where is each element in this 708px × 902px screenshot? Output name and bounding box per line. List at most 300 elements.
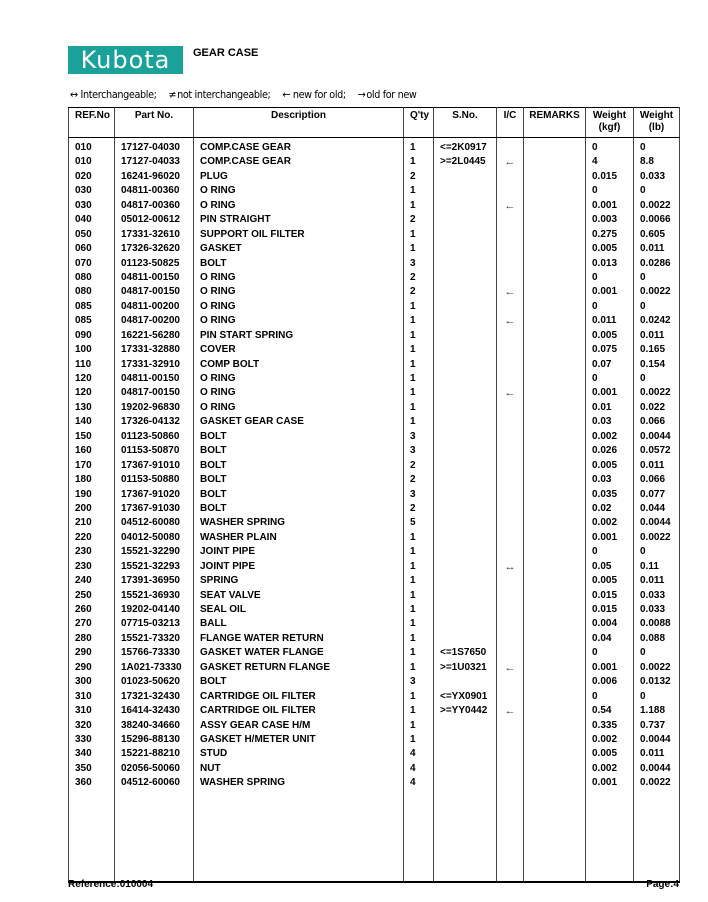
ic-cell: [497, 776, 524, 790]
part-no-cell: 07715-03213: [115, 617, 194, 631]
description-cell: PIN STRAIGHT: [194, 213, 404, 227]
qty-cell: 1: [404, 314, 434, 328]
qty-cell: 1: [404, 531, 434, 545]
table-row: [69, 747, 680, 761]
ic-cell: [497, 138, 524, 156]
qty-cell: 1: [404, 372, 434, 386]
part-no-cell: 04012-50080: [115, 531, 194, 545]
weight-kgf-cell: 0: [586, 646, 634, 660]
ic-cell: [497, 271, 524, 285]
weight-lb-cell: 0: [634, 372, 680, 386]
ref-no-cell: 310: [69, 704, 115, 718]
weight-lb-cell: 0.0286: [634, 257, 680, 271]
table-row: [69, 271, 680, 285]
ic-cell: [497, 372, 524, 386]
description-cell: BOLT: [194, 488, 404, 502]
description-cell: WASHER SPRING: [194, 776, 404, 790]
serial-no-cell: [434, 617, 497, 631]
qty-cell: 1: [404, 545, 434, 559]
weight-kgf-cell: 0.03: [586, 415, 634, 429]
part-no-cell: 15766-73330: [115, 646, 194, 660]
remarks-cell: [524, 531, 586, 545]
ref-no-cell: 320: [69, 719, 115, 733]
weight-kgf-cell: 0.005: [586, 242, 634, 256]
empty-cell: [524, 791, 586, 882]
weight-lb-cell: 0.044: [634, 502, 680, 516]
qty-cell: 4: [404, 762, 434, 776]
ref-no-cell: 160: [69, 444, 115, 458]
table-row: [69, 617, 680, 631]
serial-no-cell: [434, 343, 497, 357]
part-no-cell: 01123-50860: [115, 430, 194, 444]
serial-no-cell: [434, 386, 497, 400]
part-no-cell: 04817-00360: [115, 199, 194, 213]
remarks-cell: [524, 690, 586, 704]
remarks-cell: [524, 574, 586, 588]
qty-cell: 1: [404, 704, 434, 718]
remarks-cell: [524, 589, 586, 603]
table-row: [69, 646, 680, 660]
ref-no-cell: 330: [69, 733, 115, 747]
weight-kgf-cell: 0.006: [586, 675, 634, 689]
ic-cell: [497, 632, 524, 646]
weight-kgf-cell: 0: [586, 138, 634, 156]
part-no-cell: 15221-88210: [115, 747, 194, 761]
remarks-cell: [524, 329, 586, 343]
serial-no-cell: [434, 473, 497, 487]
weight-kgf-cell: 0.075: [586, 343, 634, 357]
part-no-cell: 15521-32290: [115, 545, 194, 559]
ic-cell: ←: [497, 386, 524, 400]
qty-cell: 1: [404, 199, 434, 213]
description-cell: JOINT PIPE: [194, 545, 404, 559]
left-arrow-icon: ←: [282, 89, 291, 101]
qty-cell: 1: [404, 358, 434, 372]
weight-kgf-cell: 0.002: [586, 430, 634, 444]
weight-kgf-cell: 0.015: [586, 170, 634, 184]
part-no-cell: 17331-32910: [115, 358, 194, 372]
ref-no-cell: 270: [69, 617, 115, 631]
table-row: [69, 545, 680, 559]
remarks-cell: [524, 733, 586, 747]
ref-no-cell: 350: [69, 762, 115, 776]
remarks-cell: [524, 719, 586, 733]
weight-lb-cell: 0: [634, 300, 680, 314]
legend-new-for-old: ← new for old;: [282, 89, 346, 101]
ic-cell: [497, 617, 524, 631]
description-cell: ASSY GEAR CASE H/M: [194, 719, 404, 733]
ic-cell: [497, 603, 524, 617]
weight-lb-cell: 0.011: [634, 329, 680, 343]
weight-lb-cell: 0.0242: [634, 314, 680, 328]
remarks-cell: [524, 386, 586, 400]
ic-cell: [497, 459, 524, 473]
part-no-cell: 15521-32293: [115, 560, 194, 574]
table-row: [69, 762, 680, 776]
part-no-cell: 04811-00360: [115, 184, 194, 198]
table-row: [69, 184, 680, 198]
table-row: [69, 531, 680, 545]
table-row: [69, 516, 680, 530]
ic-cell: ←: [497, 199, 524, 213]
qty-cell: 2: [404, 170, 434, 184]
ic-cell: [497, 545, 524, 559]
serial-no-cell: [434, 545, 497, 559]
ic-cell: [497, 415, 524, 429]
serial-no-cell: [434, 603, 497, 617]
part-no-cell: 15296-88130: [115, 733, 194, 747]
ic-cell: ↔: [497, 560, 524, 574]
table-row: [69, 170, 680, 184]
col-ref-no: REF.No: [69, 108, 115, 138]
remarks-cell: [524, 502, 586, 516]
remarks-cell: [524, 138, 586, 156]
ic-cell: [497, 719, 524, 733]
description-cell: O RING: [194, 199, 404, 213]
serial-no-cell: [434, 358, 497, 372]
weight-kgf-cell: 0.03: [586, 473, 634, 487]
serial-no-cell: [434, 719, 497, 733]
serial-no-cell: [434, 184, 497, 198]
part-no-cell: 04512-60080: [115, 516, 194, 530]
legend-interchangeable: ↔ Interchangeable;: [70, 89, 157, 101]
weight-lb-cell: 0.0022: [634, 531, 680, 545]
weight-lb-cell: 0.088: [634, 632, 680, 646]
ref-no-cell: 010: [69, 155, 115, 169]
serial-no-cell: [434, 574, 497, 588]
table-row: [69, 314, 680, 328]
table-header-row: [69, 108, 680, 138]
part-no-cell: 01153-50870: [115, 444, 194, 458]
serial-no-cell: [434, 516, 497, 530]
remarks-cell: [524, 358, 586, 372]
description-cell: CARTRIDGE OIL FILTER: [194, 690, 404, 704]
part-no-cell: 19202-96830: [115, 401, 194, 415]
table-row: [69, 329, 680, 343]
description-cell: FLANGE WATER RETURN: [194, 632, 404, 646]
part-no-cell: 16414-32430: [115, 704, 194, 718]
weight-kgf-cell: 0.04: [586, 632, 634, 646]
description-cell: O RING: [194, 184, 404, 198]
remarks-cell: [524, 762, 586, 776]
weight-kgf-cell: 0.275: [586, 228, 634, 242]
ref-no-cell: 220: [69, 531, 115, 545]
remarks-cell: [524, 617, 586, 631]
remarks-cell: [524, 170, 586, 184]
ic-cell: ←: [497, 285, 524, 299]
ref-no-cell: 300: [69, 675, 115, 689]
weight-lb-cell: 0.0044: [634, 762, 680, 776]
ic-cell: ←: [497, 314, 524, 328]
remarks-cell: [524, 184, 586, 198]
ic-cell: [497, 184, 524, 198]
legend-not-interchangeable: ≠not interchangeable;: [168, 89, 271, 101]
ref-no-cell: 360: [69, 776, 115, 790]
remarks-cell: [524, 459, 586, 473]
description-cell: COMP.CASE GEAR: [194, 138, 404, 156]
description-cell: GASKET GEAR CASE: [194, 415, 404, 429]
weight-kgf-cell: 0.001: [586, 199, 634, 213]
description-cell: O RING: [194, 401, 404, 415]
weight-kgf-cell: 0.004: [586, 617, 634, 631]
description-cell: O RING: [194, 285, 404, 299]
serial-no-cell: [434, 401, 497, 415]
part-no-cell: 19202-04140: [115, 603, 194, 617]
serial-no-cell: [434, 444, 497, 458]
serial-no-cell: [434, 776, 497, 790]
weight-kgf-cell: 0: [586, 545, 634, 559]
qty-cell: 1: [404, 574, 434, 588]
col-weight-kgf: Weight (kgf): [586, 108, 634, 138]
part-no-cell: 17321-32430: [115, 690, 194, 704]
qty-cell: 1: [404, 386, 434, 400]
remarks-cell: [524, 516, 586, 530]
part-no-cell: 01023-50620: [115, 675, 194, 689]
qty-cell: 1: [404, 415, 434, 429]
table-row: [69, 632, 680, 646]
right-arrow-icon: →: [357, 89, 366, 101]
serial-no-cell: [434, 675, 497, 689]
serial-no-cell: [434, 285, 497, 299]
qty-cell: 1: [404, 560, 434, 574]
weight-lb-cell: 0.066: [634, 473, 680, 487]
weight-lb-cell: 0: [634, 545, 680, 559]
serial-no-cell: [434, 459, 497, 473]
ref-no-cell: 290: [69, 661, 115, 675]
weight-kgf-cell: 0.015: [586, 603, 634, 617]
description-cell: STUD: [194, 747, 404, 761]
description-cell: WASHER SPRING: [194, 516, 404, 530]
ref-no-cell: 030: [69, 199, 115, 213]
serial-no-cell: [434, 747, 497, 761]
table-row: [69, 358, 680, 372]
remarks-cell: [524, 776, 586, 790]
legend-old-for-new: →old for new: [357, 89, 417, 101]
col-serial-no: S.No.: [434, 108, 497, 138]
ic-cell: [497, 430, 524, 444]
weight-kgf-cell: 0.001: [586, 285, 634, 299]
qty-cell: 1: [404, 632, 434, 646]
interchangeable-icon: ↔: [70, 89, 78, 101]
remarks-cell: [524, 314, 586, 328]
table-row: [69, 690, 680, 704]
qty-cell: 2: [404, 502, 434, 516]
description-cell: BOLT: [194, 257, 404, 271]
part-no-cell: 04817-00200: [115, 314, 194, 328]
remarks-cell: [524, 603, 586, 617]
part-no-cell: 05012-00612: [115, 213, 194, 227]
description-cell: SEAL OIL: [194, 603, 404, 617]
ic-cell: ←: [497, 661, 524, 675]
ic-cell: [497, 444, 524, 458]
qty-cell: 2: [404, 459, 434, 473]
weight-kgf-cell: 0: [586, 184, 634, 198]
weight-lb-cell: 0.0088: [634, 617, 680, 631]
ref-no-cell: 230: [69, 560, 115, 574]
serial-no-cell: [434, 531, 497, 545]
table-row: [69, 704, 680, 718]
serial-no-cell: [434, 228, 497, 242]
serial-no-cell: [434, 314, 497, 328]
serial-no-cell: [434, 213, 497, 227]
weight-kgf-cell: 0.015: [586, 589, 634, 603]
serial-no-cell: >=YY0442: [434, 704, 497, 718]
description-cell: BOLT: [194, 459, 404, 473]
weight-lb-cell: 1.188: [634, 704, 680, 718]
weight-kgf-cell: 4: [586, 155, 634, 169]
part-no-cell: 17326-04132: [115, 415, 194, 429]
ref-no-cell: 040: [69, 213, 115, 227]
empty-cell: [634, 791, 680, 882]
part-no-cell: 17326-32620: [115, 242, 194, 256]
ref-no-cell: 080: [69, 271, 115, 285]
weight-kgf-cell: 0.54: [586, 704, 634, 718]
weight-lb-cell: 0.022: [634, 401, 680, 415]
table-row: [69, 661, 680, 675]
description-cell: GASKET RETURN FLANGE: [194, 661, 404, 675]
weight-kgf-cell: 0.05: [586, 560, 634, 574]
remarks-cell: [524, 430, 586, 444]
description-cell: COMP.CASE GEAR: [194, 155, 404, 169]
qty-cell: 1: [404, 589, 434, 603]
part-no-cell: 15521-36930: [115, 589, 194, 603]
ref-no-cell: 170: [69, 459, 115, 473]
col-weight-lb: Weight (lb): [634, 108, 680, 138]
ref-no-cell: 230: [69, 545, 115, 559]
ic-cell: ←: [497, 155, 524, 169]
remarks-cell: [524, 300, 586, 314]
qty-cell: 1: [404, 401, 434, 415]
part-no-cell: 01123-50825: [115, 257, 194, 271]
not-equal-icon: ≠: [168, 89, 177, 101]
qty-cell: 3: [404, 444, 434, 458]
table-row: [69, 459, 680, 473]
serial-no-cell: [434, 271, 497, 285]
weight-kgf-cell: 0.003: [586, 213, 634, 227]
reference-label: Reference:010004: [68, 879, 154, 890]
table-row: [69, 488, 680, 502]
description-cell: PIN START SPRING: [194, 329, 404, 343]
ref-no-cell: 130: [69, 401, 115, 415]
remarks-cell: [524, 199, 586, 213]
part-no-cell: 04817-00150: [115, 386, 194, 400]
remarks-cell: [524, 257, 586, 271]
ic-cell: [497, 300, 524, 314]
qty-cell: 3: [404, 257, 434, 271]
qty-cell: 2: [404, 285, 434, 299]
weight-lb-cell: 0: [634, 690, 680, 704]
weight-kgf-cell: 0.011: [586, 314, 634, 328]
ic-cell: [497, 358, 524, 372]
remarks-cell: [524, 704, 586, 718]
table-row: [69, 228, 680, 242]
table-row: [69, 430, 680, 444]
ic-cell: [497, 228, 524, 242]
weight-lb-cell: 0.033: [634, 603, 680, 617]
ic-cell: [497, 733, 524, 747]
description-cell: O RING: [194, 300, 404, 314]
weight-kgf-cell: 0.005: [586, 574, 634, 588]
table-row: [69, 257, 680, 271]
ic-cell: [497, 242, 524, 256]
part-no-cell: 17367-91020: [115, 488, 194, 502]
weight-lb-cell: 0.011: [634, 242, 680, 256]
remarks-cell: [524, 444, 586, 458]
remarks-cell: [524, 372, 586, 386]
description-cell: CARTRIDGE OIL FILTER: [194, 704, 404, 718]
kubota-logo: Kubota: [68, 46, 183, 74]
weight-kgf-cell: 0.001: [586, 531, 634, 545]
ic-cell: [497, 343, 524, 357]
weight-lb-cell: 0: [634, 646, 680, 660]
empty-cell: [586, 791, 634, 882]
qty-cell: 4: [404, 776, 434, 790]
qty-cell: 5: [404, 516, 434, 530]
ref-no-cell: 180: [69, 473, 115, 487]
ic-cell: ←: [497, 704, 524, 718]
qty-cell: 3: [404, 675, 434, 689]
weight-lb-cell: 0.011: [634, 747, 680, 761]
description-cell: SUPPORT OIL FILTER: [194, 228, 404, 242]
weight-lb-cell: 0.0044: [634, 516, 680, 530]
weight-lb-cell: 0.011: [634, 574, 680, 588]
col-remarks: REMARKS: [524, 108, 586, 138]
part-no-cell: 38240-34660: [115, 719, 194, 733]
empty-cell: [194, 791, 404, 882]
qty-cell: 1: [404, 184, 434, 198]
ic-cell: [497, 502, 524, 516]
qty-cell: 1: [404, 661, 434, 675]
weight-lb-cell: 0.0022: [634, 285, 680, 299]
part-no-cell: 15521-73320: [115, 632, 194, 646]
part-no-cell: 04811-00200: [115, 300, 194, 314]
part-no-cell: 17127-04033: [115, 155, 194, 169]
legend: [70, 89, 426, 101]
table-row: [69, 415, 680, 429]
ref-no-cell: 010: [69, 138, 115, 156]
weight-lb-cell: 0.0022: [634, 661, 680, 675]
weight-lb-cell: 0.0022: [634, 386, 680, 400]
table-row: [69, 560, 680, 574]
qty-cell: 1: [404, 300, 434, 314]
weight-kgf-cell: 0.002: [586, 762, 634, 776]
page-number: Page:4: [646, 879, 679, 890]
weight-kgf-cell: 0.001: [586, 661, 634, 675]
part-no-cell: 02056-50060: [115, 762, 194, 776]
remarks-cell: [524, 545, 586, 559]
qty-cell: 1: [404, 646, 434, 660]
weight-kgf-cell: 0.001: [586, 386, 634, 400]
remarks-cell: [524, 285, 586, 299]
serial-no-cell: <=1S7650: [434, 646, 497, 660]
part-no-cell: 17367-91030: [115, 502, 194, 516]
remarks-cell: [524, 632, 586, 646]
part-no-cell: 04811-00150: [115, 271, 194, 285]
description-cell: SEAT VALVE: [194, 589, 404, 603]
weight-kgf-cell: 0.005: [586, 459, 634, 473]
qty-cell: 1: [404, 603, 434, 617]
remarks-cell: [524, 747, 586, 761]
ref-no-cell: 020: [69, 170, 115, 184]
description-cell: GASKET WATER FLANGE: [194, 646, 404, 660]
qty-cell: 2: [404, 213, 434, 227]
remarks-cell: [524, 661, 586, 675]
weight-kgf-cell: 0.02: [586, 502, 634, 516]
weight-kgf-cell: 0.335: [586, 719, 634, 733]
col-description: Description: [194, 108, 404, 138]
weight-lb-cell: 0.154: [634, 358, 680, 372]
remarks-cell: [524, 675, 586, 689]
